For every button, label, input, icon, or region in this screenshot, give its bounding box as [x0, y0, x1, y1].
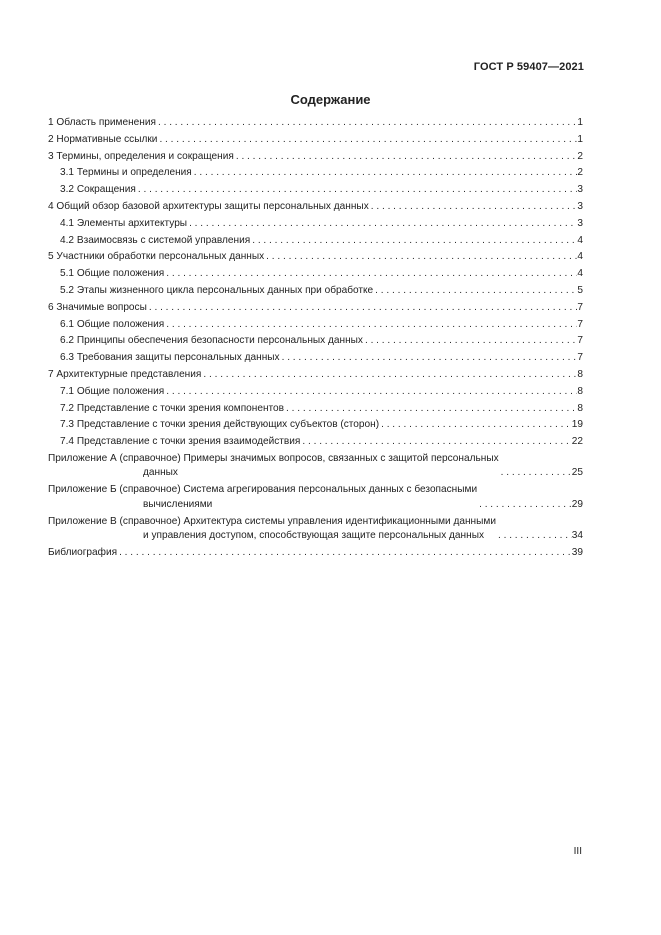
- toc-entry-page: 19: [571, 419, 583, 431]
- dot-leader: [300, 435, 571, 450]
- dot-leader: [250, 234, 577, 249]
- toc-appendix-page: 34: [571, 530, 583, 542]
- toc-entry-page: 7: [577, 301, 583, 313]
- toc-entry[interactable]: [48, 217, 583, 232]
- toc-entry-page: 2: [577, 150, 583, 162]
- toc-entry-page: 3: [577, 217, 583, 229]
- toc-entry-label: 4 Общий обзор базовой архитектуры защиты персональных данных: [48, 200, 369, 212]
- toc-entry-label: 4.2 Взаимосвязь с системой управления: [60, 234, 251, 246]
- toc-appendix-line1: Приложение А (справочное) Примеры значимых вопросов, связанных с защитой персональных: [48, 452, 499, 464]
- page-number: III: [573, 846, 582, 857]
- toc-entry-page: 8: [577, 385, 583, 397]
- toc-entry-page: 4: [577, 251, 583, 263]
- toc-appendix-entry[interactable]: [48, 515, 583, 544]
- toc-entry-label: 6.1 Общие положения: [60, 318, 165, 330]
- toc-entry-page: 7: [577, 318, 583, 330]
- toc-title: Содержание: [290, 92, 371, 107]
- toc-entry-page: 3: [577, 184, 583, 196]
- toc-entry-page: 22: [571, 436, 583, 448]
- toc-entry[interactable]: [48, 546, 583, 561]
- toc-entry[interactable]: [48, 435, 583, 450]
- toc-entry-label: 6.3 Требования защиты персональных данных: [60, 352, 280, 364]
- toc-entry-page: 8: [577, 368, 583, 380]
- dot-leader: [363, 334, 577, 349]
- toc-entry[interactable]: [48, 368, 583, 383]
- dot-leader: [187, 217, 577, 232]
- toc-appendix-entry[interactable]: [48, 483, 583, 512]
- toc-entry[interactable]: [48, 301, 583, 316]
- toc-entry-page: 7: [577, 335, 583, 347]
- dot-leader: [264, 250, 577, 265]
- toc-entry-label: 7.2 Представление с точки зрения компонентов: [60, 402, 285, 414]
- toc-entry-label: 3.1 Термины и определения: [60, 167, 192, 179]
- toc-entry-label: 1 Область применения: [48, 117, 156, 128]
- toc-entry[interactable]: [48, 334, 583, 349]
- toc-entry-label: 6.2 Принципы обеспечения безопасности персональных данных: [60, 335, 363, 347]
- dot-leader: [280, 351, 578, 366]
- toc-appendix-entry[interactable]: [48, 452, 583, 481]
- toc-entry-label: 5.2 Этапы жизненного цикла персональных данных при обработке: [60, 284, 374, 296]
- toc-entry-label: 3.2 Сокращения: [60, 184, 136, 196]
- toc-entry-page: 1: [577, 117, 583, 128]
- dot-leader: [156, 116, 577, 131]
- standard-code: ГОСТ Р 59407—2021: [473, 61, 584, 73]
- toc-entry-label: 7.3 Представление с точки зрения действующих субъектов (сторон): [60, 419, 380, 431]
- dot-leader: [164, 385, 577, 400]
- toc-appendix-line2: и управления доступом, способствующая защите персональных данных: [143, 530, 484, 542]
- toc-entry-page: 4: [577, 234, 583, 246]
- toc-entry-page: 39: [571, 546, 583, 558]
- toc-entry[interactable]: [48, 351, 583, 366]
- toc-entry-label: 4.1 Элементы архитектуры: [60, 217, 188, 229]
- toc-entry[interactable]: [48, 200, 583, 215]
- dot-leader: [136, 183, 578, 198]
- toc-entry[interactable]: [48, 284, 583, 299]
- toc-appendix-line2: вычислениями: [143, 498, 213, 510]
- toc-entry-page: 8: [577, 402, 583, 414]
- toc-appendix-label: [48, 515, 496, 544]
- toc-entry-label: 7.1 Общие положения: [60, 385, 165, 397]
- toc-entry[interactable]: [48, 418, 583, 433]
- dot-leader: [117, 546, 572, 561]
- toc-entry-label: 5 Участники обработки персональных данных: [48, 251, 265, 263]
- toc-entry[interactable]: [48, 133, 583, 148]
- toc-entry-label: 5.1 Общие положения: [60, 268, 165, 280]
- toc-appendix-label: [48, 483, 477, 512]
- toc-appendix-label: [48, 452, 499, 481]
- toc-appendix-line2: данных: [143, 467, 178, 479]
- dot-leader: [201, 368, 577, 383]
- toc-appendix-page: 25: [571, 467, 583, 479]
- toc-entry-label: 7 Архитектурные представления: [48, 368, 202, 380]
- toc-appendix-page: 29: [571, 498, 583, 510]
- table-of-contents: [48, 116, 583, 563]
- toc-entry-label: 6 Значимые вопросы: [48, 301, 147, 313]
- toc-entry-page: 5: [577, 284, 583, 296]
- toc-entry[interactable]: [48, 402, 583, 417]
- toc-entry-label: 7.4 Представление с точки зрения взаимодействия: [60, 436, 301, 448]
- dot-leader: [499, 466, 572, 481]
- dot-leader: [369, 200, 578, 215]
- toc-entry-label: 3 Термины, определения и сокращения: [48, 150, 234, 162]
- dot-leader: [192, 166, 578, 181]
- toc-entry[interactable]: [48, 234, 583, 249]
- toc-entry[interactable]: [48, 250, 583, 265]
- dot-leader: [164, 267, 577, 282]
- dot-leader: [379, 418, 572, 433]
- dot-leader: [147, 301, 578, 316]
- toc-entry[interactable]: [48, 150, 583, 165]
- dot-leader: [477, 498, 572, 513]
- toc-entry-page: 2: [577, 167, 583, 179]
- dot-leader: [373, 284, 577, 299]
- toc-entry-page: 3: [577, 200, 583, 212]
- dot-leader: [164, 318, 577, 333]
- dot-leader: [234, 150, 578, 165]
- toc-entry-page: 1: [577, 133, 583, 145]
- toc-entry[interactable]: [48, 116, 583, 131]
- toc-entry[interactable]: [48, 183, 583, 198]
- dot-leader: [284, 402, 577, 417]
- toc-appendix-line1: Приложение Б (справочное) Система агрегирования персональных данных с безопасными: [48, 484, 478, 496]
- toc-entry[interactable]: [48, 385, 583, 400]
- toc-entry-page: 4: [577, 268, 583, 280]
- dot-leader: [496, 529, 572, 544]
- toc-entry[interactable]: [48, 267, 583, 282]
- toc-entry[interactable]: [48, 318, 583, 333]
- toc-entry-label: Библиография: [48, 546, 118, 558]
- toc-entry-label: 2 Нормативные ссылки: [48, 133, 158, 145]
- dot-leader: [157, 133, 577, 148]
- toc-appendix-line1: Приложение В (справочное) Архитектура системы управления идентификационными данными: [48, 515, 496, 527]
- toc-entry[interactable]: [48, 166, 583, 181]
- toc-entry-page: 7: [577, 352, 583, 364]
